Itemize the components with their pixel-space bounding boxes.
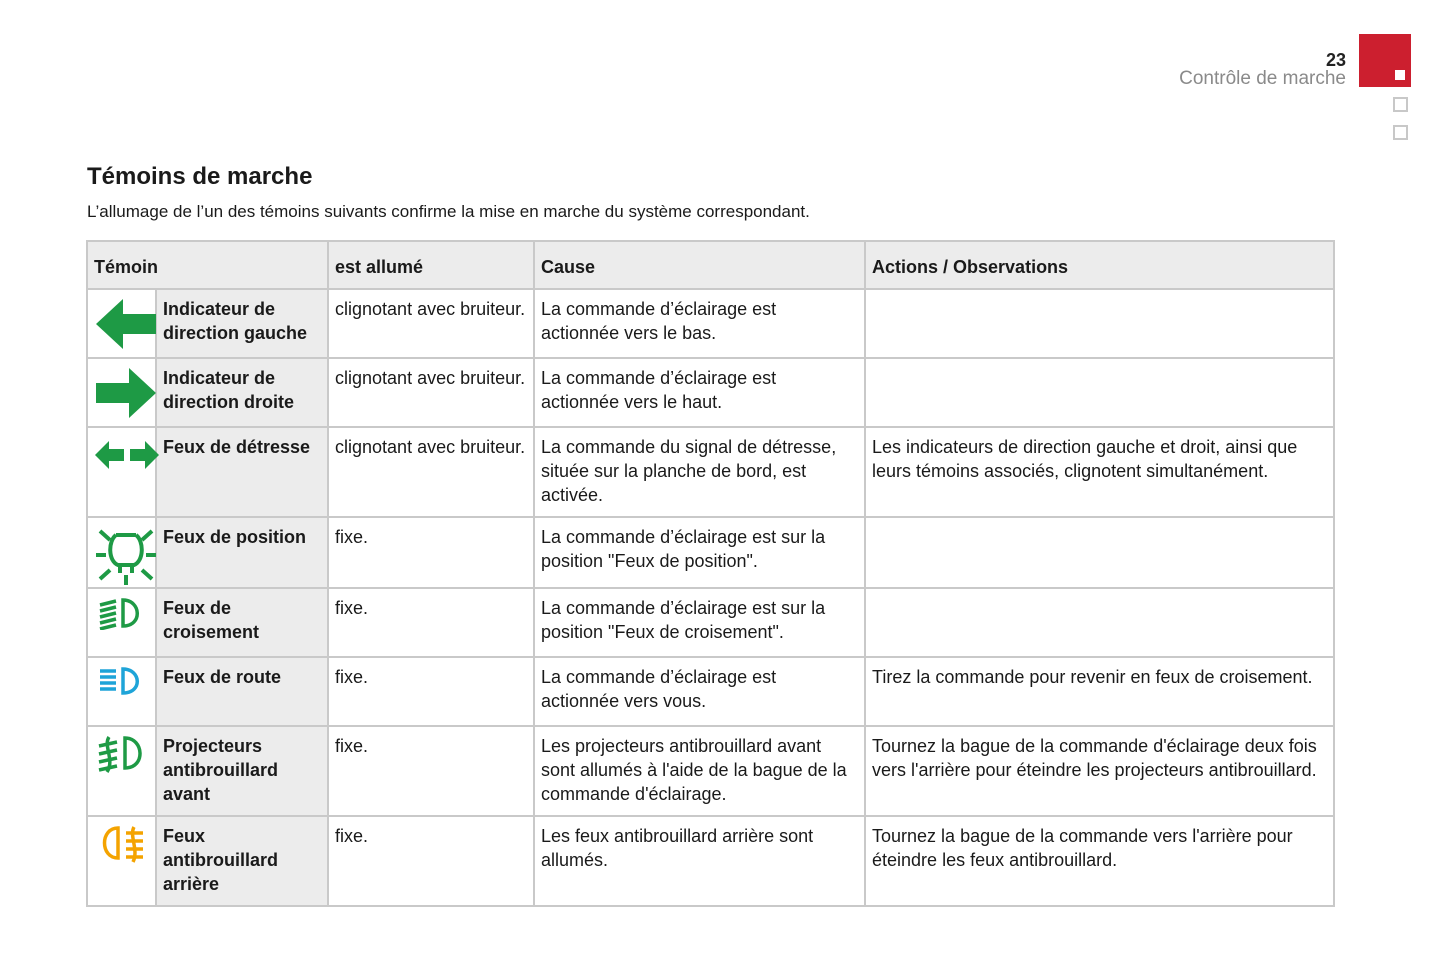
header-cause: Cause bbox=[534, 241, 865, 289]
row-name: Feux de route bbox=[156, 657, 328, 726]
table-row bbox=[87, 657, 1334, 726]
intro-text: L’allumage de l’un des témoins suivants confirme la mise en marche du système correspondant. bbox=[87, 202, 810, 221]
row-name: Indicateur de direction gauche bbox=[156, 289, 328, 358]
left-arrow-icon bbox=[94, 297, 158, 351]
row-state: fixe. bbox=[328, 588, 534, 657]
row-state: fixe. bbox=[328, 816, 534, 906]
position-lights-icon bbox=[94, 525, 158, 587]
table-row bbox=[87, 289, 1334, 358]
row-action: Tirez la commande pour revenir en feux de croisement. bbox=[865, 657, 1334, 726]
row-cause: La commande d’éclairage est actionnée vers le haut. bbox=[534, 358, 865, 427]
row-state: fixe. bbox=[328, 657, 534, 726]
row-state: fixe. bbox=[328, 726, 534, 816]
table-row bbox=[87, 816, 1334, 906]
table-row bbox=[87, 358, 1334, 427]
table-row bbox=[87, 517, 1334, 588]
row-state: clignotant avec bruiteur. bbox=[328, 358, 534, 427]
row-cause: Les projecteurs antibrouillard avant sont allumés à l'aide de la bague de la commande d'éclairage. bbox=[534, 726, 865, 816]
row-cause: La commande du signal de détresse, située sur la planche de bord, est activée. bbox=[534, 427, 865, 517]
page-number: 23 bbox=[1325, 50, 1346, 70]
row-state: clignotant avec bruiteur. bbox=[328, 427, 534, 517]
header-actions: Actions / Observations bbox=[865, 241, 1334, 289]
chapter-tab bbox=[1359, 34, 1411, 87]
low-beam-icon bbox=[97, 596, 147, 630]
warning-lights-table bbox=[86, 240, 1335, 907]
section-title: Contrôle de marche bbox=[1179, 68, 1346, 89]
table-header-row bbox=[87, 241, 1334, 289]
row-cause: La commande d’éclairage est actionnée vers le bas. bbox=[534, 289, 865, 358]
row-action: Les indicateurs de direction gauche et droit, ainsi que leurs témoins associés, clignotent simultanément. bbox=[865, 427, 1334, 517]
row-action bbox=[865, 588, 1334, 657]
page-title: Témoins de marche bbox=[87, 163, 313, 190]
chapter-marker bbox=[1393, 125, 1408, 140]
row-cause: La commande d’éclairage est actionnée vers vous. bbox=[534, 657, 865, 726]
row-name: Feux antibrouillard arrière bbox=[156, 816, 328, 906]
table-row bbox=[87, 588, 1334, 657]
rear-fog-icon bbox=[98, 824, 146, 864]
row-cause: La commande d’éclairage est sur la position "Feux de croisement". bbox=[534, 588, 865, 657]
row-action bbox=[865, 358, 1334, 427]
row-action bbox=[865, 517, 1334, 588]
row-cause: La commande d’éclairage est sur la position "Feux de position". bbox=[534, 517, 865, 588]
high-beam-icon bbox=[97, 665, 147, 697]
table-row bbox=[87, 427, 1334, 517]
row-action: Tournez la bague de la commande d'éclairage deux fois vers l'arrière pour éteindre les projecteurs antibrouillard. bbox=[865, 726, 1334, 816]
row-name: Feux de croisement bbox=[156, 588, 328, 657]
row-cause: Les feux antibrouillard arrière sont allumés. bbox=[534, 816, 865, 906]
table-row bbox=[87, 726, 1334, 816]
header-est-allume: est allumé bbox=[328, 241, 534, 289]
row-action bbox=[865, 289, 1334, 358]
row-state: fixe. bbox=[328, 517, 534, 588]
row-name: Projecteurs antibrouillard avant bbox=[156, 726, 328, 816]
row-name: Indicateur de direction droite bbox=[156, 358, 328, 427]
row-name: Feux de position bbox=[156, 517, 328, 588]
chapter-marker bbox=[1393, 97, 1408, 112]
right-arrow-icon bbox=[94, 366, 158, 420]
header-temoin: Témoin bbox=[87, 241, 328, 289]
row-state: clignotant avec bruiteur. bbox=[328, 289, 534, 358]
hazard-arrows-icon bbox=[94, 438, 160, 472]
front-fog-icon bbox=[96, 734, 148, 774]
row-action: Tournez la bague de la commande vers l'arrière pour éteindre les feux antibrouillard. bbox=[865, 816, 1334, 906]
row-name: Feux de détresse bbox=[156, 427, 328, 517]
